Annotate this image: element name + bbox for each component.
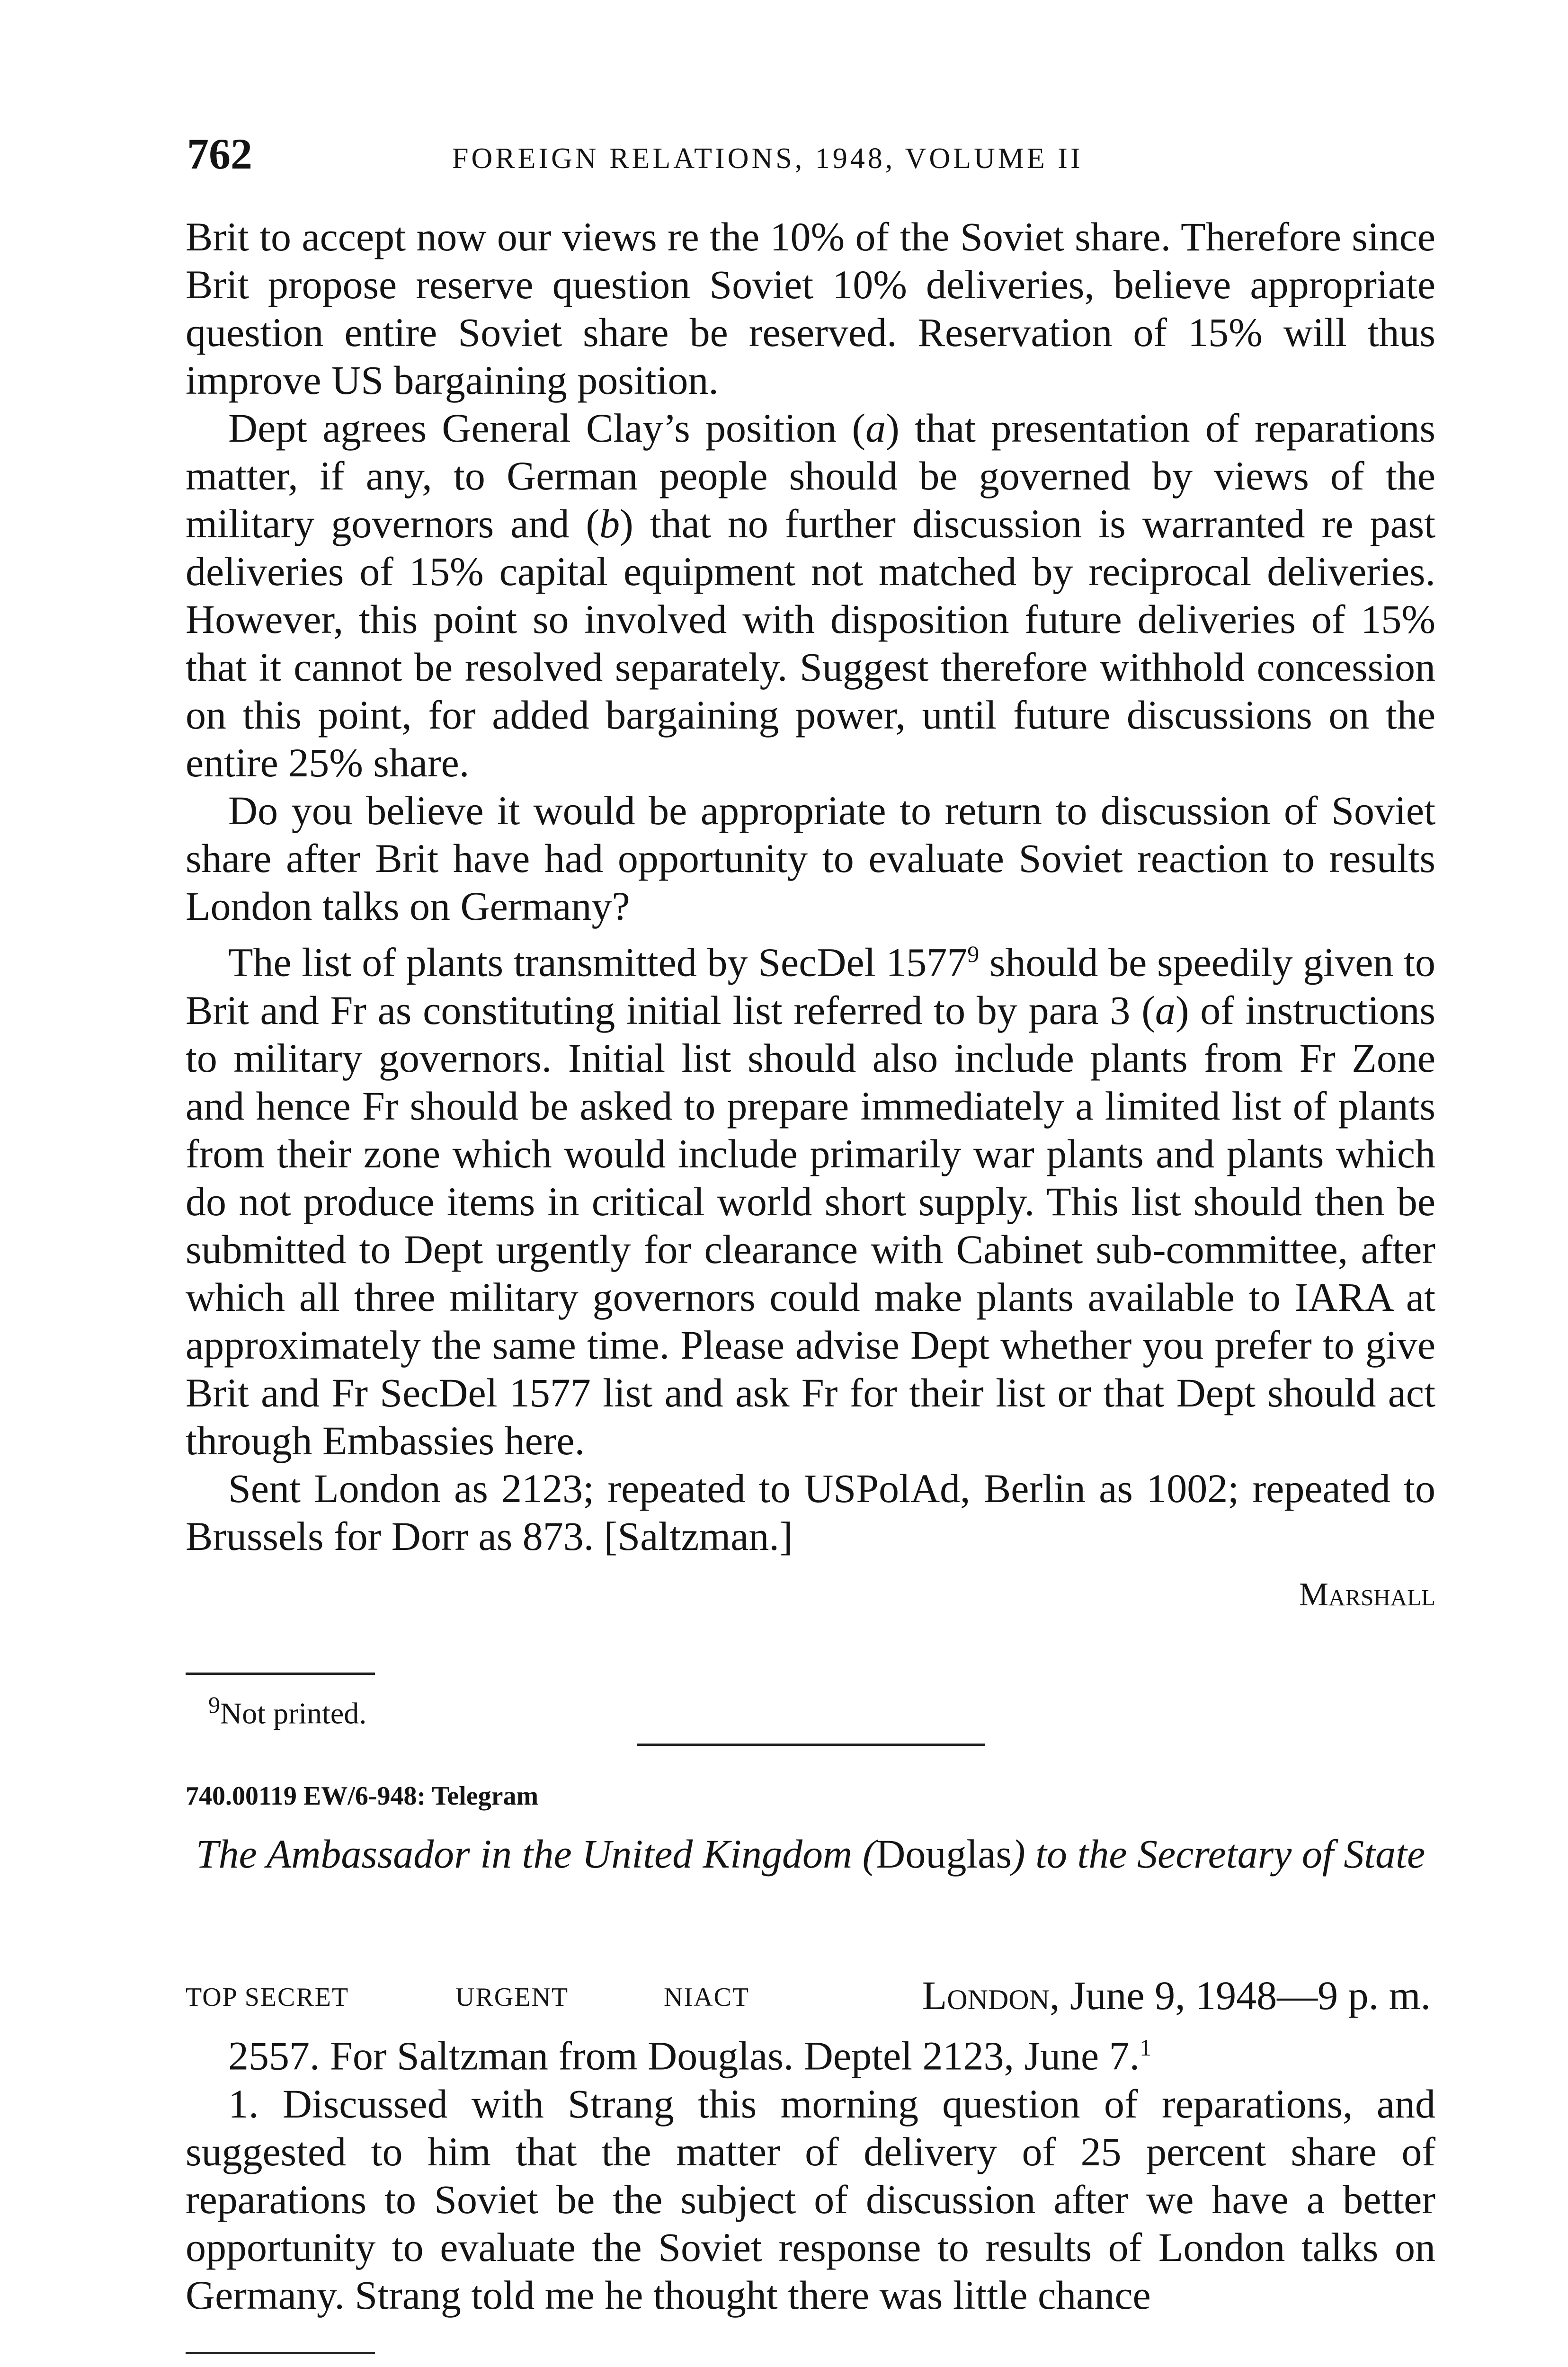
place-and-date [922,1972,1431,2019]
date: , June 9, 1948—9 p. m. [1049,1973,1431,2018]
paragraph-2 [186,404,1435,787]
section-divider [637,1744,985,1746]
paragraph-4-text-c: ) of instructions to military governors. Initial list should also include plants from Fr Zone and hence Fr should be asked to prepare immediately a limited list of plants from their zone which would include primarily war plants and plants which do not produce items in critical world short supply. This list should then be submitted to Dept urgently for clearance with Cabinet sub-committee, after which all three military governors could make plants available to IARA at approximately the same time. Please advise Dept whether you prefer to give Brit and Fr SecDel 1577 list and ask Fr for their list or that Dept should act through Embassies here. [186,987,1435,1463]
paragraph-5: Sent London as 2123; repeated to USPolAd, Berlin as 1002; repeated to Brussels for Dorr as 873. [Saltzman.] [186,1465,1435,1559]
paragraph-3: Do you believe it would be appropriate to return to discussion of Soviet share after Brit have had opportunity to evaluate Soviet reaction to results London talks on Germany? [186,788,1435,929]
page-number: 762 [187,130,252,178]
paragraph-4-text-b: should be speedily given to Brit and Fr as constituting initial list referred to by para 3 ( [186,939,1435,1033]
paragraph-1: Brit to accept now our views re the 10% of the Soviet share. Therefore since Brit propose reserve question Soviet 10% deliveries, believe appropriate question entire Soviet share be reserved. Reservation of 15% will thus improve US bargaining position. [186,214,1435,403]
document-title: The Ambassador in the United Kingdom (Douglas) to the Secretary of State [196,1831,1425,1877]
classification-niact: NIACT [664,1983,750,2012]
footnote-9 [208,1691,366,1731]
paragraph-2-text-c: ) that no further discussion is warranted re past deliveries of 15% capital equipment not matched by reciprocal deliveries. However, this point so involved with disposition future deliveries of 15% that it cannot be resolved separately. Suggest therefore withhold concession on this point, for added bargaining power, until future discussions on the entire 25% share. [186,501,1435,785]
telegram-body [186,213,1435,1619]
footnote-rule-2 [186,2352,375,2354]
dateline [186,1972,1435,2024]
item-letter-b: b [599,501,620,546]
classification-top-secret: TOP SECRET [186,1983,349,2012]
running-title: FOREIGN RELATIONS, 1948, VOLUME II [452,142,1083,175]
paragraph-4-text-a: The list of plants transmitted by SecDel 1577 [228,939,968,985]
footnote-ref-1: 1 [1140,2034,1152,2061]
item-letter-a: a [1155,987,1176,1033]
page-header [187,129,1437,181]
paragraph-4 [186,930,1435,1465]
footnote-ref-9: 9 [967,941,980,967]
telegram-2-body [186,2024,1435,2319]
footnote-rule [186,1673,375,1675]
paragraph-item-1: 1. Discussed with Strang this morning question of reparations, and suggested to him that the matter of delivery of 25 percent share of reparations to Soviet be the subject of discussion after we have a better opportunity to evaluate the Soviet response to results of London talks on Germany. Strang told me he thought there was little chance [186,2081,1435,2318]
signature: Marshall [1299,1576,1435,1613]
item-letter-a: a [865,405,886,451]
document-reference: 740.00119 EW/6-948: Telegram [186,1781,539,1811]
title-name: Douglas [876,1831,1012,1877]
classification-urgent: URGENT [455,1983,569,2012]
place: London [922,1973,1050,2018]
paragraph-2-text-b: ) that presentation of reparations matter, if any, to German people should be governed by views of the military governors and ( [186,405,1435,546]
paragraph-2-text-a: Dept agrees General Clay’s position ( [228,405,866,451]
paragraph-2557: 2557. For Saltzman from Douglas. Deptel 2123, June 7.$^1$ [228,2033,1152,2079]
footnote-marker: 9 [208,1691,220,1718]
footnote-text: Not printed. [220,1696,367,1730]
